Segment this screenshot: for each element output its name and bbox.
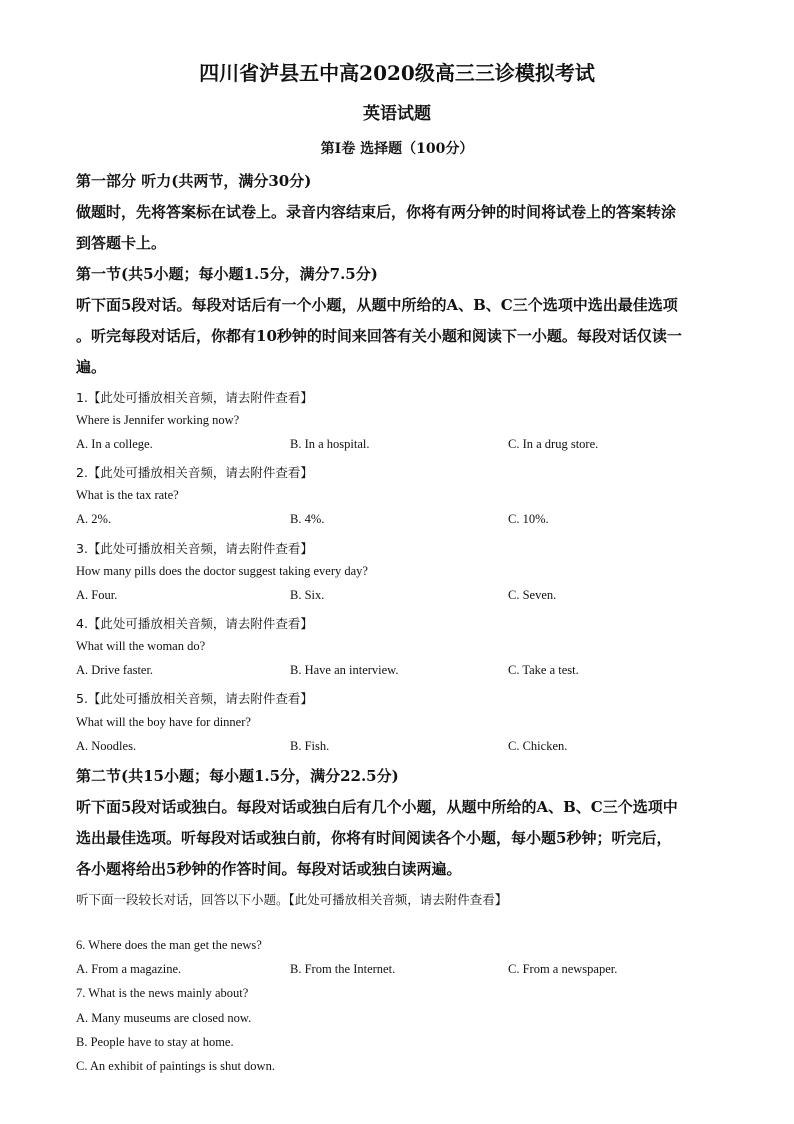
section1-line2: 。听完每段对话后，你都有10秒钟的时间来回答有关小题和阅读下一小题。每段对话仅读一 <box>76 327 682 345</box>
section2-line2: 选出最佳选项。听每段对话或独白前，你将有时间阅读各个小题，每小题5秒钟；听完后， <box>76 829 672 847</box>
q4-option-c: C. Take a test. <box>508 663 579 677</box>
q7-option-a: A. Many museums are closed now. <box>76 1011 252 1025</box>
section2-audio-note[interactable]: 听下面一段较长对话，回答以下小题。【此处可播放相关音频，请去附件查看】 <box>76 892 508 907</box>
q1-option-b: B. In a hospital. <box>290 437 370 451</box>
q3-text: How many pills does the doctor suggest taking every day? <box>76 564 368 578</box>
section1-line1: 听下面5段对话。每段对话后有一个小题，从题中所给的A、B、C三个选项中选出最佳选项 <box>76 296 678 314</box>
q3-option-c: C. Seven. <box>508 588 557 602</box>
section2-line3: 各小题将给出5秒钟的作答时间。每段对话或独白读两遍。 <box>76 860 462 878</box>
section1-line3: 遍。 <box>76 358 107 376</box>
volume-heading: 第I卷 选择题（100分） <box>320 141 474 157</box>
q2-text: What is the tax rate? <box>76 488 179 502</box>
q5-option-b: B. Fish. <box>290 739 330 753</box>
q5-option-c: C. Chicken. <box>508 739 568 753</box>
q6-text: 6. Where does the man get the news? <box>76 938 262 952</box>
q4-option-a: A. Drive faster. <box>76 663 154 677</box>
q7-text: 7. What is the news mainly about? <box>76 986 249 1000</box>
q6-option-a: A. From a magazine. <box>76 962 182 976</box>
q1-text: Where is Jennifer working now? <box>76 413 240 427</box>
part1-instruction-line2: 到答题卡上。 <box>76 234 167 252</box>
q5-text: What will the boy have for dinner? <box>76 715 251 729</box>
q4-option-b: B. Have an interview. <box>290 663 399 677</box>
q6-option-c: C. From a newspaper. <box>508 962 618 976</box>
q3-option-a: A. Four. <box>76 588 118 602</box>
exam-title: 四川省泸县五中高2020级高三三诊模拟考试 <box>199 61 595 85</box>
q4-audio-link[interactable]: 4.【此处可播放相关音频，请去附件查看】 <box>76 616 313 631</box>
part1-heading: 第一部分 听力(共两节，满分30分) <box>76 172 312 190</box>
q2-option-c: C. 10%. <box>508 512 549 526</box>
q2-audio-link[interactable]: 2.【此处可播放相关音频，请去附件查看】 <box>76 465 313 480</box>
q5-audio-link[interactable]: 5.【此处可播放相关音频，请去附件查看】 <box>76 691 313 706</box>
section2-line1: 听下面5段对话或独白。每段对话或独白后有几个小题，从题中所给的A、B、C三个选项中 <box>76 798 678 816</box>
part1-instruction-line1: 做题时，先将答案标在试卷上。录音内容结束后，你将有两分钟的时间将试卷上的答案转涂 <box>76 203 677 221</box>
exam-subtitle: 英语试题 <box>363 104 431 124</box>
q1-option-a: A. In a college. <box>76 437 153 451</box>
q1-audio-link[interactable]: 1.【此处可播放相关音频，请去附件查看】 <box>76 390 313 405</box>
q3-audio-link[interactable]: 3.【此处可播放相关音频，请去附件查看】 <box>76 541 313 556</box>
q7-option-b: B. People have to stay at home. <box>76 1035 234 1049</box>
q4-text: What will the woman do? <box>76 639 206 653</box>
q1-option-c: C. In a drug store. <box>508 437 599 451</box>
q3-option-b: B. Six. <box>290 588 325 602</box>
section1-heading: 第一节(共5小题；每小题1.5分，满分7.5分) <box>76 265 378 283</box>
section2-heading: 第二节(共15小题；每小题1.5分，满分22.5分) <box>76 767 399 785</box>
q6-option-b: B. From the Internet. <box>290 962 396 976</box>
q5-option-a: A. Noodles. <box>76 739 137 753</box>
q2-option-a: A. 2%. <box>76 512 112 526</box>
q7-option-c: C. An exhibit of paintings is shut down. <box>76 1059 275 1073</box>
q2-option-b: B. 4%. <box>290 512 325 526</box>
